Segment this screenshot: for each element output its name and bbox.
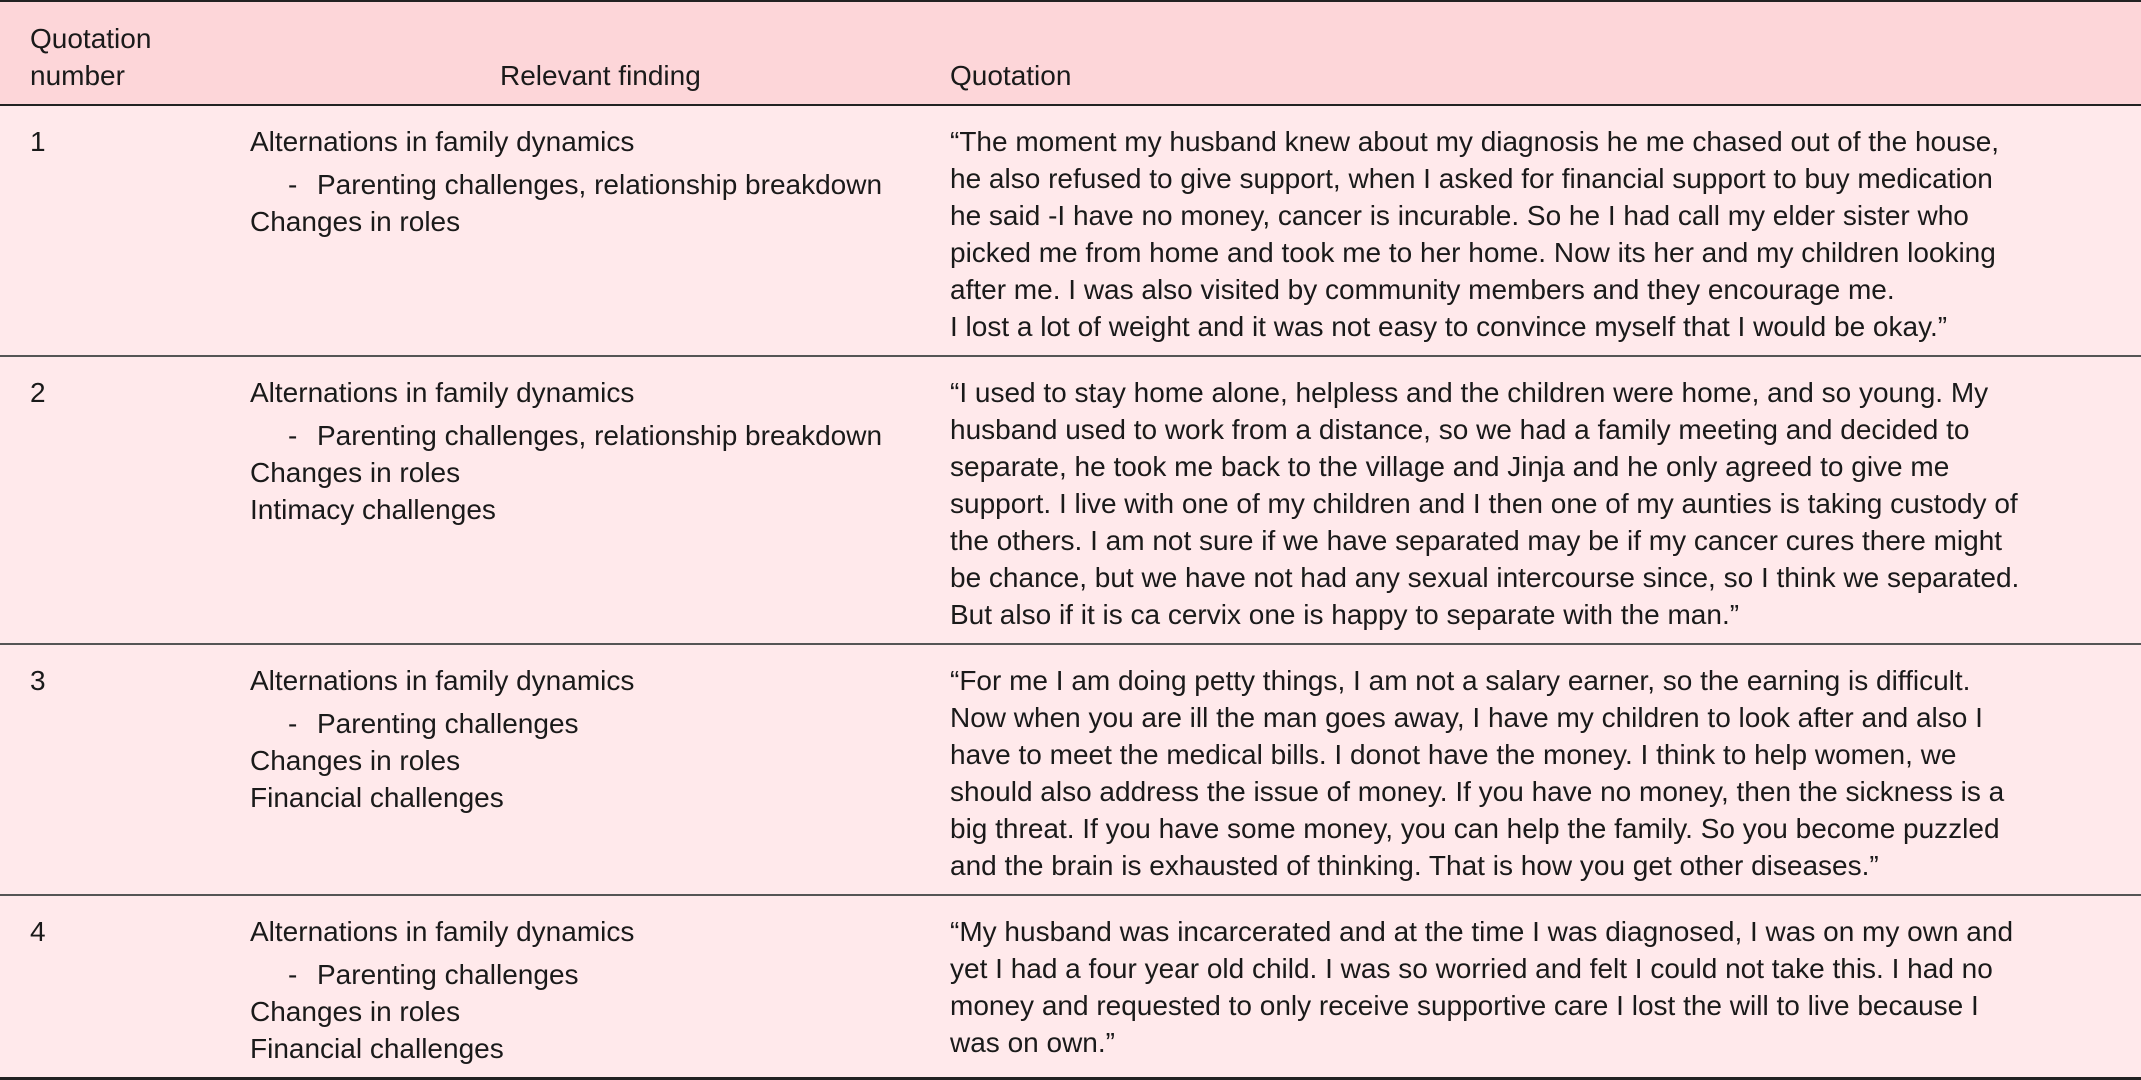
finding-item: Alternations in family dynamics <box>250 916 635 947</box>
relevant-finding-cell <box>250 105 950 356</box>
header-quotation-number: Quotation number <box>0 1 250 105</box>
quotation-cell <box>950 105 2141 356</box>
quotation-number: 4 <box>0 895 250 1079</box>
header-row <box>0 1 2141 105</box>
quotation-number: 2 <box>0 356 250 644</box>
finding-item: Changes in roles <box>250 457 461 488</box>
quotation-text: “For me I am doing petty things, I am not a salary earner, so the earning is difficult. Now when you are ill the man goes away, I have my children to look after and also I have to meet the medical bills. I donot have the money. I think to help women, we should also address the issue of money. If you have no money, then the sickness is a big threat. If you have some money, you can help the family. So you become puzzled and the brain is exhausted of thinking. That is how you get other diseases.” <box>950 665 2005 881</box>
finding-item: Alternations in family dynamics <box>250 377 635 408</box>
finding-item: Financial challenges <box>250 1033 504 1064</box>
table-row <box>0 356 2141 644</box>
table-body <box>0 105 2141 1079</box>
finding-item: Alternations in family dynamics <box>250 126 635 157</box>
quotation-cell <box>950 895 2141 1079</box>
finding-item: Alternations in family dynamics <box>250 665 635 696</box>
table-header <box>0 1 2141 105</box>
dash-bullet: - <box>288 420 298 451</box>
relevant-finding-cell <box>250 356 950 644</box>
finding-sub-item: - Parenting challenges <box>250 956 940 993</box>
finding-item: Changes in roles <box>250 206 461 237</box>
header-quotation: Quotation <box>950 1 2141 105</box>
dash-bullet: - <box>288 708 298 739</box>
finding-item: Intimacy challenges <box>250 494 496 525</box>
table-row <box>0 895 2141 1079</box>
quotation-text: “The moment my husband knew about my diagnosis he me chased out of the house, he also refused to give support, when I asked for financial support to buy medication he said -I have no money, cancer is incurable. So he I had call my elder sister who picked me from home and took me to her home. Now its her and my children looking after me. I was also visited by community members and they encourage me. I lost a lot of weight and it was not easy to convince myself that I would be okay.” <box>950 126 2000 342</box>
table-row <box>0 644 2141 895</box>
table-row <box>0 105 2141 356</box>
finding-sub-item: - Parenting challenges, relationship breakdown <box>250 417 940 454</box>
quotation-number: 1 <box>0 105 250 356</box>
quotation-cell <box>950 356 2141 644</box>
finding-sub-item: - Parenting challenges <box>250 705 940 742</box>
quotation-text: “My husband was incarcerated and at the time I was diagnosed, I was on my own and yet I had a four year old child. I was so worried and felt I could not take this. I had no money and requested to only receive supportive care I lost the will to live because I was on own.” <box>950 916 2014 1058</box>
relevant-finding-cell <box>250 644 950 895</box>
finding-item: Financial challenges <box>250 782 504 813</box>
finding-item: Changes in roles <box>250 996 461 1027</box>
finding-item: Changes in roles <box>250 745 461 776</box>
quotation-number: 3 <box>0 644 250 895</box>
dash-bullet: - <box>288 959 298 990</box>
dash-bullet: - <box>288 169 298 200</box>
relevant-finding-cell <box>250 895 950 1079</box>
quotation-text: “I used to stay home alone, helpless and the children were home, and so young. My husband used to work from a distance, so we had a family meeting and decided to separate, he took me back to the village and Jinja and he only agreed to give me support. I live with one of my children and I then one of my aunties is taking custody of the others. I am not sure if we have separated may be if my cancer cures there might be chance, but we have not had any sexual intercourse since, so I think we separated. But also if it is ca cervix one is happy to separate with the man.” <box>950 377 2020 630</box>
quotation-cell <box>950 644 2141 895</box>
finding-sub-item: - Parenting challenges, relationship breakdown <box>250 166 940 203</box>
header-relevant-finding: Relevant finding <box>250 1 950 105</box>
